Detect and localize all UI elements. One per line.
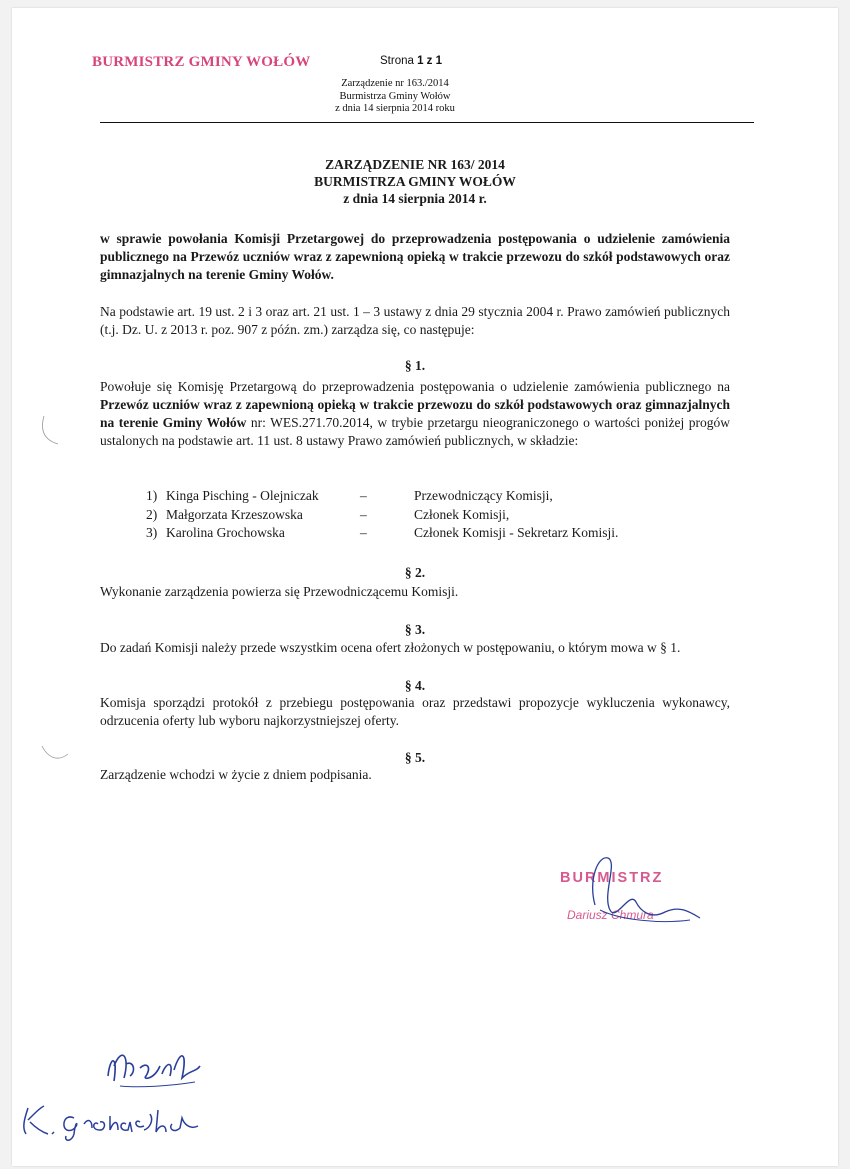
ref-line-3: z dnia 14 sierpnia 2014 roku — [335, 103, 455, 114]
section-3-text: Do zadań Komisji należy przede wszystkim ocena ofert złożonych w postępowaniu, o którym mowa w § 1. — [100, 640, 681, 655]
stamp-title: BURMISTRZ — [560, 870, 664, 886]
title-line-3: z dnia 14 sierpnia 2014 r. — [343, 191, 487, 206]
list-item — [146, 487, 618, 506]
member-number: 1) — [146, 488, 158, 503]
section-2-heading: § 2. — [404, 565, 426, 580]
page-current: 1 — [417, 55, 424, 67]
document-title — [100, 156, 730, 207]
member-name: Karolina Grochowska — [166, 525, 285, 540]
page-total: 1 — [435, 55, 443, 67]
section-1-heading: § 1. — [404, 358, 426, 373]
page-separator: z — [423, 55, 436, 67]
member-name: Kinga Pisching - Olejniczak — [166, 488, 319, 503]
member-dash: – — [360, 506, 367, 522]
list-item — [146, 524, 618, 543]
member-number: 2) — [146, 506, 158, 522]
margin-mark — [36, 410, 66, 450]
header-stamp: BURMISTRZ GMINY WOŁÓW — [92, 54, 311, 70]
ref-line-1: Zarządzenie nr 163./2014 — [341, 78, 449, 89]
subject-paragraph: w sprawie powołania Komisji Przetargowej do przeprowadzenia postępowania o udzielenie zamówienia publicznego na Przewóz uczniów wraz z zapewnioną opieką w trakcie przewozu do szkół podstawowych oraz gimnazjalnych na terenie Gminy Wołów. — [100, 231, 730, 282]
section-5-text: Zarządzenie wchodzi w życie z dniem podpisania. — [100, 767, 372, 782]
stamp-name: Dariusz Chmura — [567, 908, 654, 922]
list-item — [146, 506, 618, 525]
handwritten-initials-1 — [100, 1036, 220, 1096]
ref-line-2: Burmistrza Gminy Wołów — [339, 90, 451, 102]
title-line-2: BURMISTRZA GMINY WOŁÓW — [314, 174, 516, 189]
mayor-signature-stamp — [540, 850, 720, 940]
section-1-text — [100, 378, 730, 450]
member-role: Członek Komisji - Sekretarz Komisji. — [414, 525, 619, 540]
section-1-text-a: Powołuje się Komisję Przetargową do przeprowadzenia postępowania o udzielenie zamówienia publicznego na — [100, 379, 730, 394]
member-role: Członek Komisji, — [414, 506, 510, 522]
section-1-text-bold: Przewóz uczniów wraz z zapewnioną opieką w trakcie przewozu do szkół podstawowych oraz gimnazjalnych na terenie Gminy Wołów — [100, 397, 730, 430]
section-2-text: Wykonanie zarządzenia powierza się Przewodniczącemu Komisji. — [100, 584, 459, 599]
header-rule — [100, 122, 754, 123]
member-number: 3) — [146, 525, 158, 540]
section-3-heading: § 3. — [404, 622, 426, 637]
page-number — [380, 55, 442, 67]
header-reference — [300, 78, 490, 116]
title-line-1: ZARZĄDZENIE NR 163/ 2014 — [325, 157, 505, 172]
member-role: Przewodniczący Komisji, — [414, 488, 553, 503]
member-dash: – — [360, 525, 367, 540]
handwritten-signature-grochowska — [14, 1094, 254, 1144]
commission-members-list — [146, 487, 618, 543]
preamble-paragraph: Na podstawie art. 19 ust. 2 i 3 oraz art. 21 ust. 1 – 3 ustawy z dnia 29 stycznia 2004 r. Prawo zamówień publicznych (t.j. Dz. U. z 2013 r. poz. 907 z późn. zm.) zarządza się, co następuje: — [100, 304, 730, 337]
section-4-heading: § 4. — [404, 678, 426, 693]
member-name: Małgorzata Krzeszowska — [166, 506, 303, 522]
section-5-heading: § 5. — [404, 750, 426, 765]
member-dash: – — [360, 488, 367, 503]
page-prefix: Strona — [380, 55, 418, 67]
section-1-text-b: nr: WES.271.70.2014, w trybie przetargu nieograniczonego o wartości poniżej progów ustalonych na podstawie art. 11 ust. 8 ustawy Prawo zamówień publicznych, w składzie: — [100, 415, 730, 448]
section-4-text: Komisja sporządzi protokół z przebiegu postępowania oraz przedstawi propozycje wykluczenia wykonawcy, odrzucenia oferty lub wyboru najkorzystniejszej oferty. — [100, 695, 730, 728]
mayor-signature-ink — [540, 850, 720, 940]
margin-mark — [36, 736, 72, 766]
